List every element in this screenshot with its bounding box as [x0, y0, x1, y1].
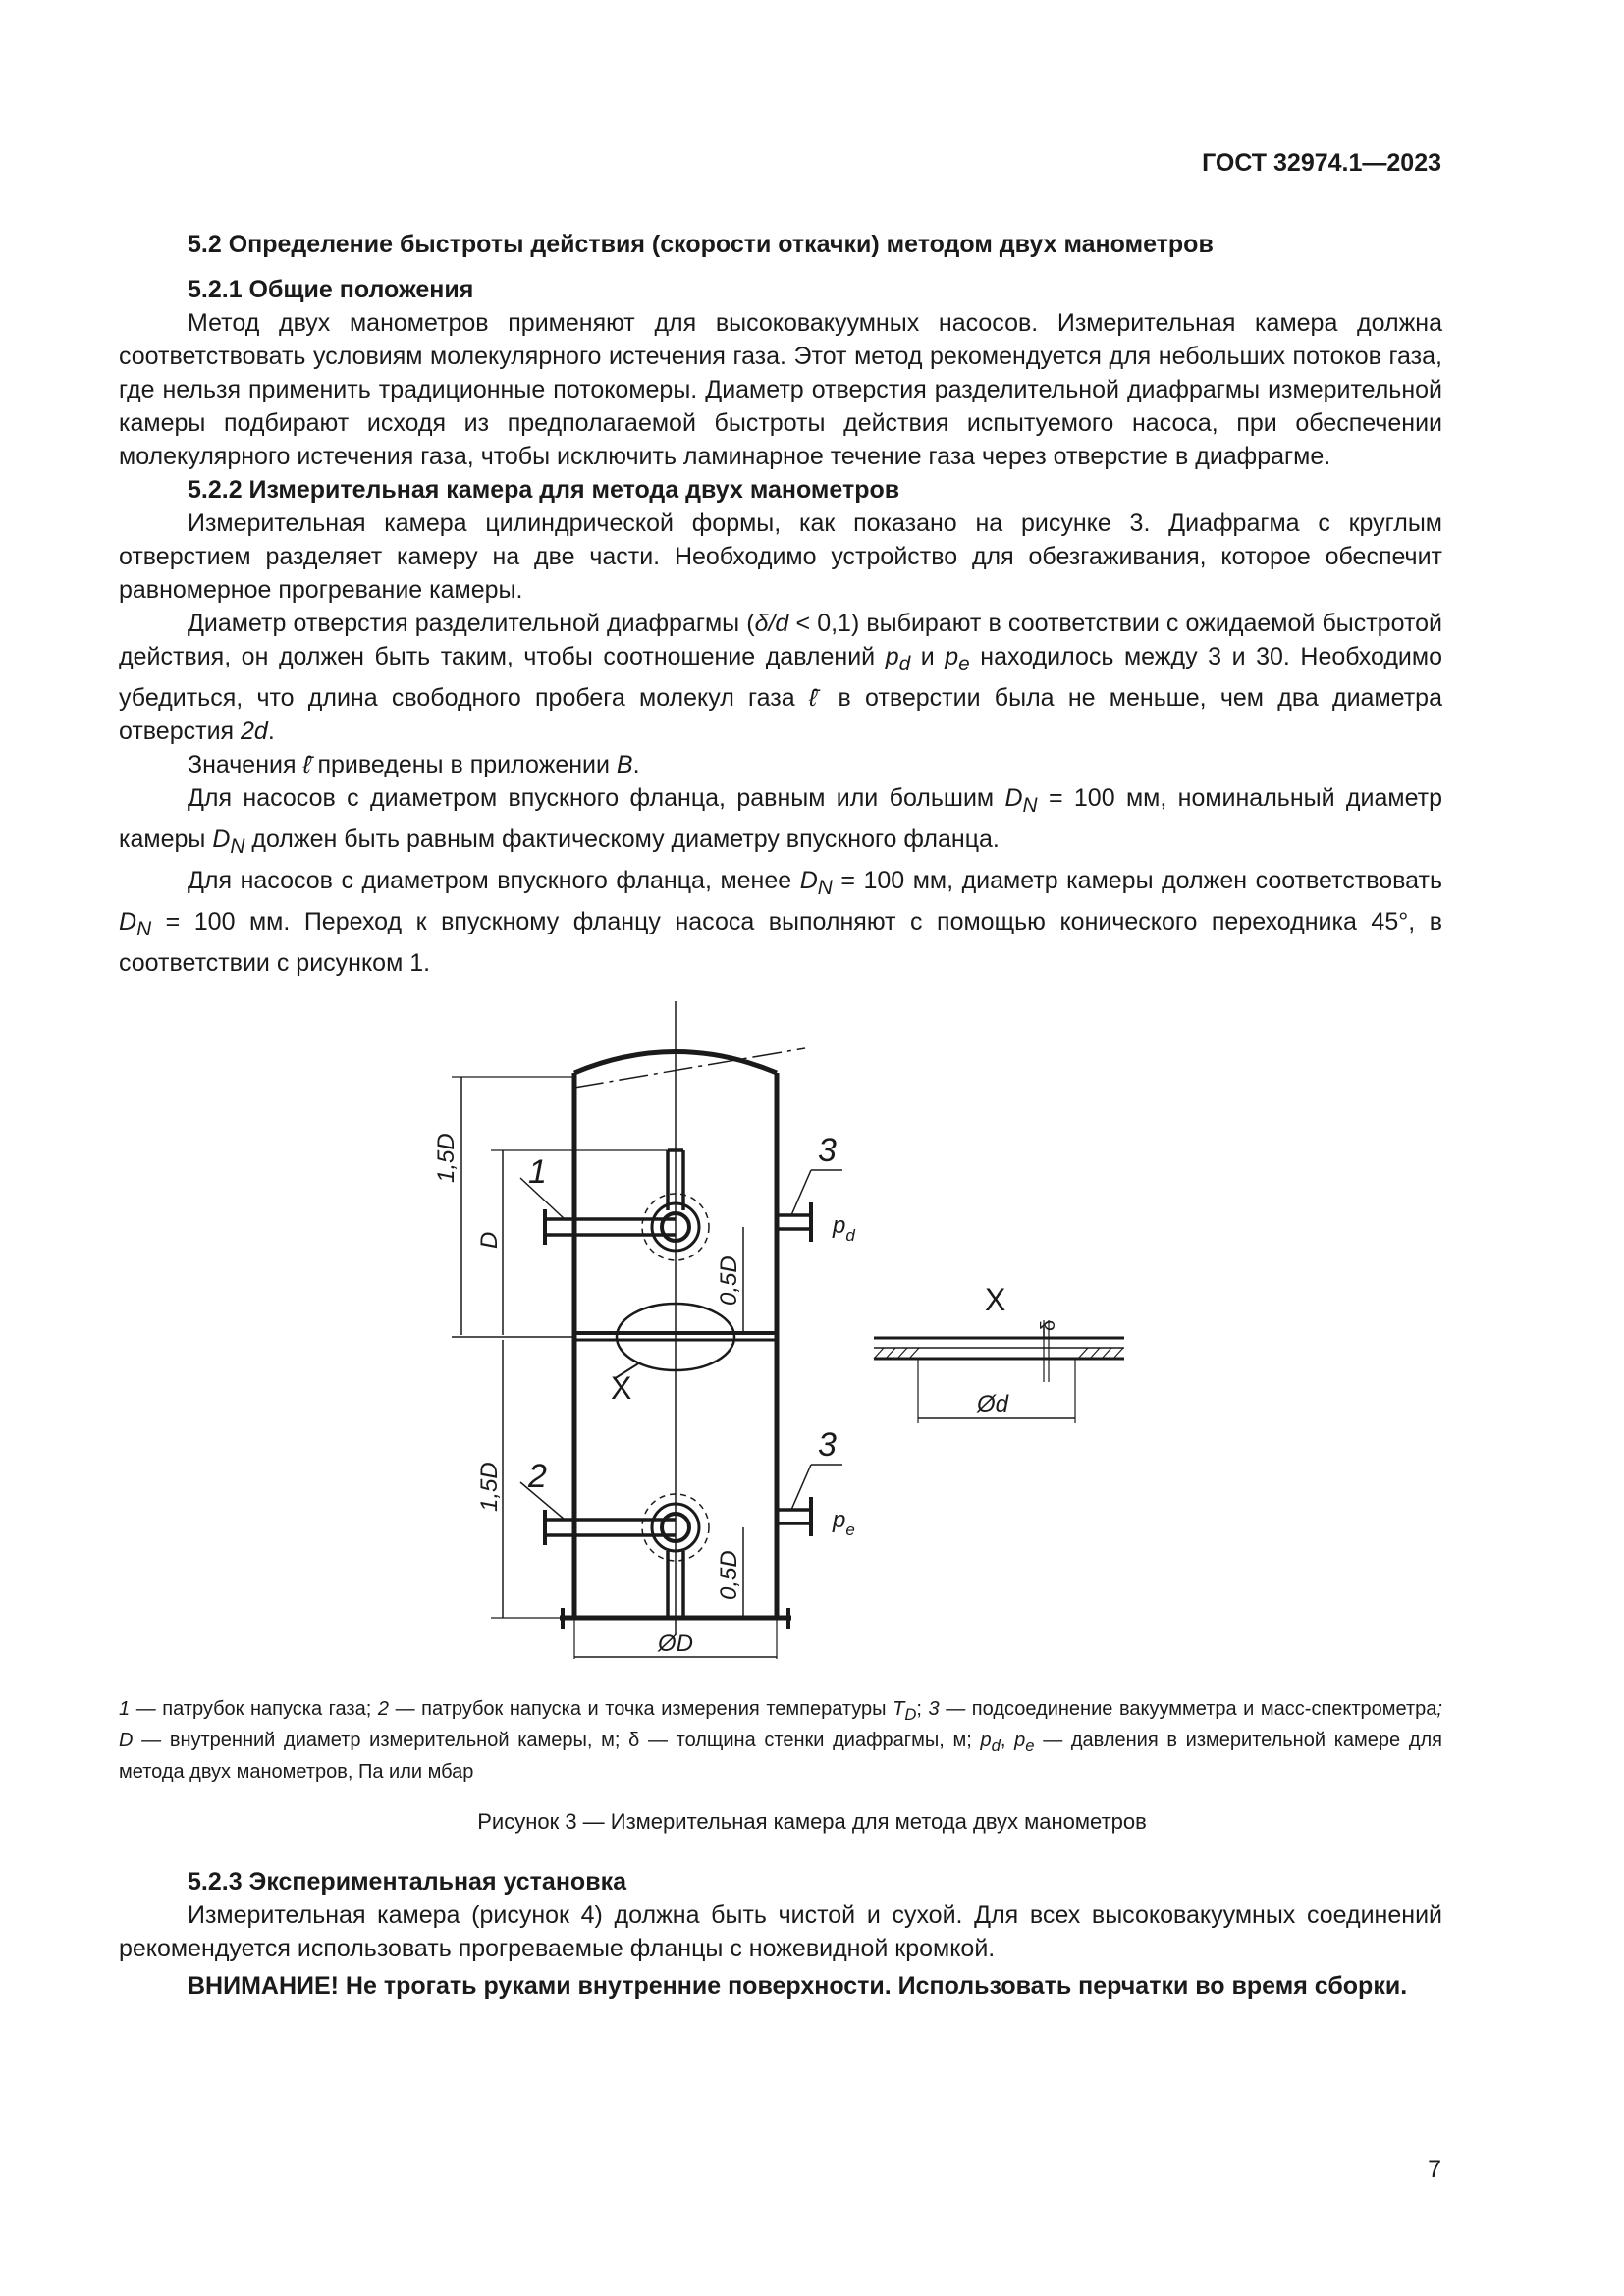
section-5-2-2-title: 5.2.2 Измерительная камера для метода двух манометров	[188, 476, 900, 504]
label-item-2: 2	[528, 1458, 547, 1495]
label-pe: $p_e$	[833, 1507, 855, 1539]
section-5-2-3-paragraph: Измерительная камера (рисунок 4) должна быть чистой и сухой. Для всех высоковакуумных соединений рекомендуется использовать прогреваемые фланцы с ножевидной кромкой.	[119, 1901, 1442, 1962]
figure-3-drawing	[0, 991, 1624, 1659]
label-delta: δ	[1038, 1319, 1059, 1331]
label-x-main: X	[611, 1370, 632, 1406]
section-5-2-2-paragraph-1: Измерительная камера цилиндрической формы, как показано на рисунке 3. Диафрагма с круглым отверстием разделяет камеру на две части. Необходимо устройство для обезгаживания, которое обеспечит равномерное прогревание камеры.	[119, 509, 1442, 604]
section-5-2-1-title: 5.2.1 Общие положения	[188, 276, 474, 303]
section-5-2-2-paragraph-5: Для насосов с диаметром впускного фланца, менее $D_N = 100$ мм, диаметр камеры должен соответствовать $D_N = 100$ мм. Переход к впускному фланцу насоса выполняют с помощью конического переходника 45°, в соответствии с рисунком 1.	[119, 867, 1442, 977]
label-item-3-bottom: 3	[818, 1426, 837, 1464]
section-5-2-1-paragraph: Метод двух манометров применяют для высоковакуумных насосов. Измерительная камера должна соответствовать условиям молекулярного истечения газа. Этот метод рекомендуется для небольших потоков газа, где нельзя применить традиционные потокомеры. Диаметр отверстия разделительной диафрагмы измерительной камеры подбирают исходя из предполагаемой быстроты действия испытуемого насоса, при обеспечении молекулярного истечения газа, чтобы исключить ламинарное течение газа через отверстие в диафрагме.	[119, 309, 1442, 470]
label-0-5D-top: 0,5D	[716, 1255, 742, 1306]
standard-header: ГОСТ 32974.1—2023	[1202, 149, 1441, 177]
figure-3-caption: Рисунок 3 — Измерительная камера для метода двух манометров	[477, 1809, 1147, 1834]
section-5-2-title: 5.2 Определение быстроты действия (скорости откачки) методом двух манометров	[188, 231, 1214, 258]
page-number: 7	[1428, 2156, 1441, 2183]
section-5-2-2-paragraph-4: Для насосов с диаметром впускного фланца, равным или большим $D_N = 100$ мм, номинальный диаметр камеры $D_N$ должен быть равным фактическому диаметру впускного фланца.	[119, 784, 1442, 858]
text-block-bottom	[119, 1865, 1442, 2002]
text-block-top	[119, 228, 1442, 980]
label-1-5D-top: 1,5D	[433, 1133, 460, 1183]
label-pd: $p_d$	[833, 1212, 855, 1245]
label-diam-d: Ød	[977, 1391, 1009, 1417]
section-5-2-3-title: 5.2.3 Экспериментальная установка	[188, 1868, 626, 1896]
figure-3-legend: 1 — патрубок напуска газа; 2 — патрубок напуска и точка измерения температуры $T_D$; 3 — подсоединение вакуумметра и масс-спектрометра; D — внутренний диаметр измерительной камеры, м; δ — толщина стенки диафрагмы, м; $p_d$, $p_e$ — давления в измерительной камере для метода двух манометров, Па или мбар	[119, 1698, 1442, 1783]
section-5-2-2-paragraph-3: Значения ℓ̄ приведены в приложении В.	[188, 751, 640, 778]
label-D: D	[476, 1231, 503, 1249]
warning-paragraph: ВНИМАНИЕ! Не трогать руками внутренние поверхности. Использовать перчатки во время сборки.	[188, 1972, 1408, 2000]
label-item-3-top: 3	[818, 1132, 837, 1169]
section-5-2-2-paragraph-2: Диаметр отверстия разделительной диафрагмы (δ/d < 0,1) выбирают в соответствии с ожидаемой быстротой действия, он должен быть таким, чтобы соотношение давлений $p_d$ и $p_e$ находилось между 3 и 30. Необходимо убедиться, что длина свободного пробега молекул газа ℓ̄ в отверстии была не меньше, чем два диаметра отверстия 2d.	[119, 610, 1442, 745]
label-diam-D: ØD	[658, 1630, 693, 1657]
label-1-5D-bottom: 1,5D	[476, 1462, 503, 1512]
label-x-detail: X	[985, 1282, 1006, 1317]
label-0-5D-bottom: 0,5D	[716, 1550, 742, 1600]
label-item-1: 1	[528, 1153, 547, 1191]
